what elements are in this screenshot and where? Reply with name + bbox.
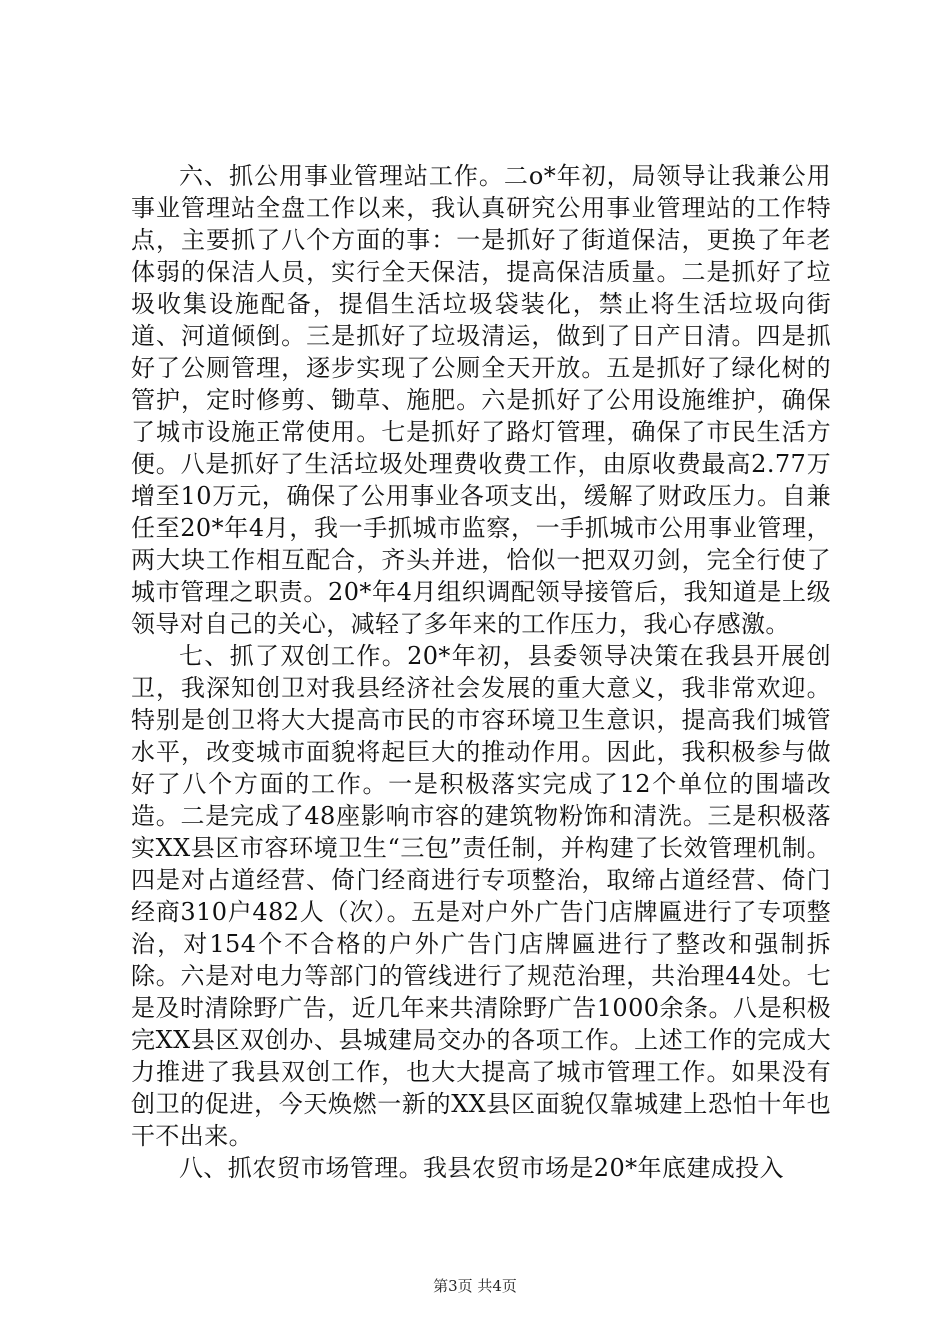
page-footer [0, 1276, 950, 1296]
paragraph-public-utilities: 六、抓公用事业管理站工作。二o*年初，局领导让我兼公用事业管理站全盘工作以来，我认真研究公用事业管理站的工作特点，主要抓了八个方面的事：一是抓好了街道保洁，更换了年老体弱的保洁人员，实行全天保洁，提高保洁质量。二是抓好了垃圾收集设施配备，提倡生活垃圾袋装化，禁止将生活垃圾向街道、河道倾倒。三是抓好了垃圾清运，做到了日产日清。四是抓好了公厕管理，逐步实现了公厕全天开放。五是抓好了绿化树的管护，定时修剪、锄草、施肥。六是抓好了公用设施维护，确保了城市设施正常使用。七是抓好了路灯管理，确保了市民生活方便。八是抓好了生活垃圾处理费收费工作，由原收费最高2.77万增至10万元，确保了公用事业各项支出，缓解了财政压力。自兼任至20*年4月，我一手抓城市监察，一手抓城市公用事业管理，两大块工作相互配合，齐头并进，恰似一把双刃剑，完全行使了城市管理之职责。20*年4月组织调配领导接管后，我知道是上级领导对自己的关心，减轻了多年来的工作压力，我心存感激。 [131, 162, 831, 638]
paragraph-farmers-market: 八、抓农贸市场管理。我县农贸市场是20*年底建成投入 [179, 1154, 784, 1182]
body-text [131, 160, 831, 1184]
paragraph-double-creation: 七、抓了双创工作。20*年初，县委领导决策在我县开展创卫，我深知创卫对我县经济社会发展的重大意义，我非常欢迎。特别是创卫将大大提高市民的市容环境卫生意识，提高我们城管水平，改变城市面貌将起巨大的推动作用。因此，我积极参与做好了八个方面的工作。一是积极落实完成了12个单位的围墙改造。二是完成了48座影响市容的建筑物粉饰和清洗。三是积极落实XX县区市容环境卫生“三包”责任制，并构建了长效管理机制。四是对占道经营、倚门经商进行专项整治，取缔占道经营、倚门经商310户482人（次）。五是对户外广告门店牌匾进行了专项整治，对154个不合格的户外广告门店牌匾进行了整改和强制拆除。六是对电力等部门的管线进行了规范治理，共治理44处。七是及时清除野广告，近几年来共清除野广告1000余条。八是积极完XX县区双创办、县城建局交办的各项工作。上述工作的完成大力推进了我县双创工作，也大大提高了城市管理工作。如果没有创卫的促进，今天焕燃一新的XX县区面貌仅靠城建上恐怕十年也干不出来。 [131, 642, 831, 1150]
page-number: 第3页 共4页 [433, 1277, 517, 1295]
